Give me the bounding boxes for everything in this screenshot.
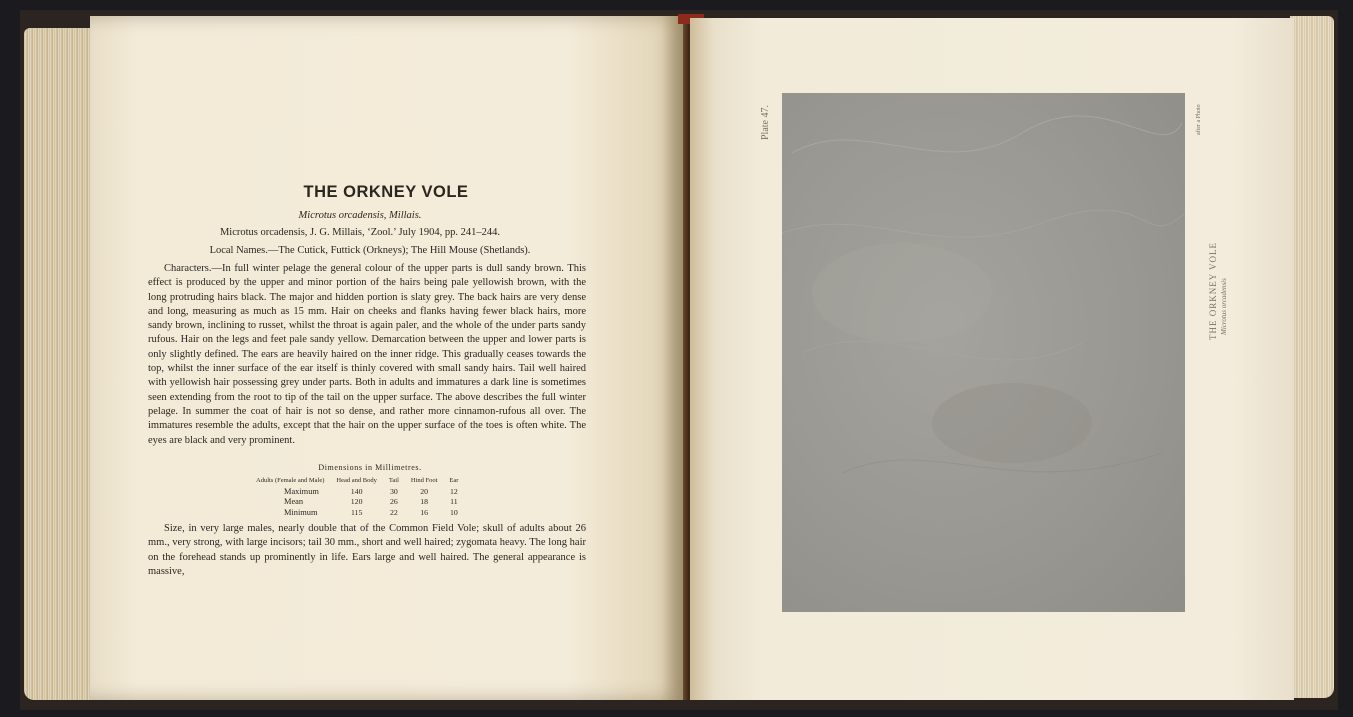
scientific-name: Microtus orcadensis, Millais. [298, 210, 422, 221]
table-cell: 12 [450, 486, 458, 496]
table-header: Tail [388, 477, 399, 484]
page-title: THE ORKNEY VOLE [303, 183, 469, 201]
dimensions-table [250, 477, 464, 518]
table-row [250, 486, 464, 497]
table-cell: 10 [450, 507, 458, 517]
table-header: Hind Foot [410, 477, 438, 484]
table-cell: 16 [420, 507, 429, 517]
table-cell: 20 [420, 486, 429, 496]
table-header: Adults (Female and Male) [256, 477, 325, 484]
plate-caption: THE ORKNEY VOLE [1208, 242, 1218, 340]
table-header-row [250, 477, 464, 486]
right-page-edges [1290, 16, 1334, 698]
table-cell: 120 [350, 497, 363, 507]
table-header: Ear [449, 477, 459, 484]
table-row [250, 497, 464, 508]
row-label: Mean [284, 497, 304, 507]
table-cell: 26 [389, 497, 398, 507]
table-cell: 30 [389, 486, 398, 496]
plate-texture [782, 93, 1185, 612]
table-cell: 140 [350, 486, 363, 496]
plate-number: Plate 47. [760, 105, 771, 140]
table-cell: 11 [450, 497, 458, 507]
photo-credit: after a Photo [1196, 104, 1202, 135]
local-names: Local Names.—The Cutick, Futtick (Orkneys); The Hill Mouse (Shetlands). [209, 245, 531, 256]
table-row [250, 507, 464, 518]
table-cell: 22 [389, 507, 398, 517]
left-page-edges [24, 28, 94, 700]
plate-subcaption: Microtus orcadensis [1220, 278, 1228, 335]
row-label: Maximum [284, 486, 319, 496]
table-cell: 115 [350, 507, 363, 517]
synonym-line: Microtus orcadensis, J. G. Millais, ‘Zool.’ July 1904, pp. 241–244. [219, 227, 501, 238]
size-paragraph: Size, in very large males, nearly double that of the Common Field Vole; skull of adults about 26 mm., very strong, with large incisors; tail 30 mm., short and well haired; zygomata heavy. The long hair on the forehead stands up prominently in life. Ears large and well haired. The general appearance is massive, [148, 523, 586, 577]
dimensions-heading: Dimensions in Millimetres. [318, 463, 422, 472]
table-header: Head and Body [336, 477, 377, 484]
characters-paragraph: Characters.—In full winter pelage the general colour of the upper parts is dull sandy brown. This effect is produced by the upper and minor portion of the hairs being pale yellowish brown, with the long protruding hairs black. The major and hidden portion is slaty grey. The back hairs are very dense and long, measuring as much as 15 mm. Hair on cheeks and flanks having fewer black hairs, more sandy brown, inclining to russet, whilst the throat is again paler, and the whole of the under parts sandy rufous. Hair on the legs and feet pale sandy yellow. Demarcation between the upper and lower parts is only slightly defined. The ears are heavily haired on the inner ridge. This gradually ceases towards the top, whilst the inner surface of the ear itself is thinly covered with small sandy hairs. Tail well haired with yellowish hair possessing grey under parts. Both in adults and immatures a dark line is sometimes seen extending from the root to tip of the tail on the upper surface. The above describes the full winter pelage. In summer the coat of hair is not so dense, and rather more cinnamon-rufous all over. The immatures resemble the adults, except that the hair on the upper surface of the toes is often white. The eyes are black and very prominent. [148, 263, 586, 446]
table-cell: 18 [420, 497, 429, 507]
vole-plate-image [782, 93, 1185, 612]
row-label: Minimum [284, 507, 318, 517]
